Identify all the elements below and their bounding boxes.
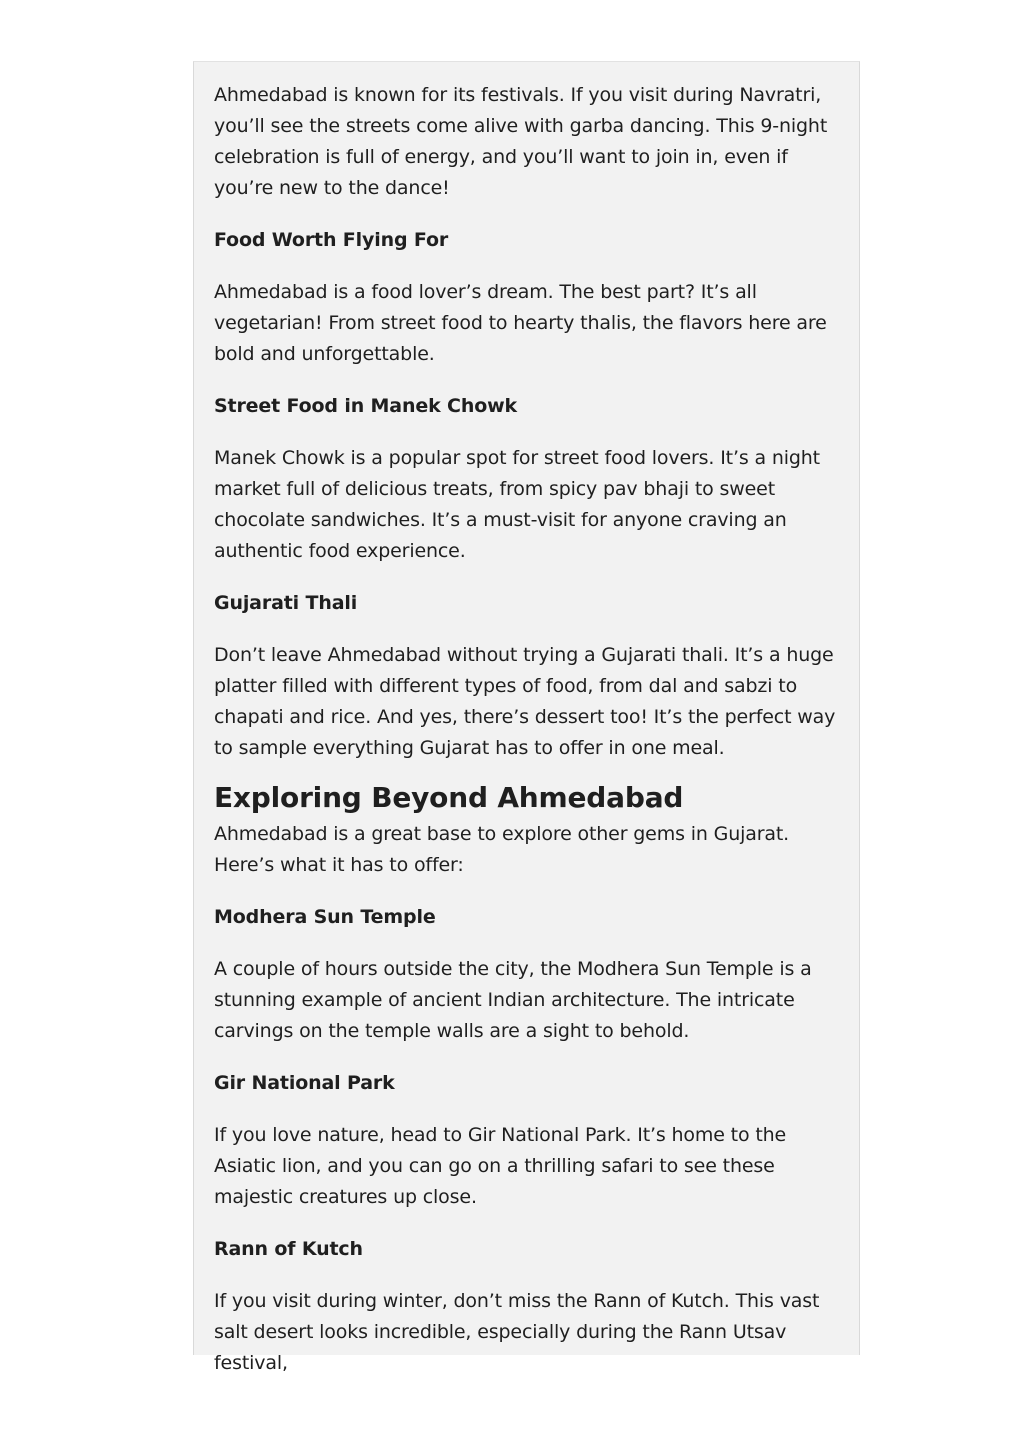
rann-of-kutch-paragraph: If you visit during winter, don’t miss the Rann of Kutch. This vast salt desert looks incredible, especially during the Rann Utsav festival,: [214, 1290, 820, 1374]
food-paragraph: Ahmedabad is a food lover’s dream. The best part? It’s all vegetarian! From street food to hearty thalis, the flavors here are bold and unforgettable.: [214, 281, 827, 365]
gujarati-thali-paragraph: Don’t leave Ahmedabad without trying a Gujarati thali. It’s a huge platter filled with different types of food, from dal and sabzi to chapati and rice. And yes, there’s dessert too! It’s the perfect way to sample everything Gujarat has to offer in one meal.: [214, 644, 836, 759]
gir-national-park-paragraph: If you love nature, head to Gir National Park. It’s home to the Asiatic lion, and you can go on a thrilling safari to see these majestic creatures up close.: [214, 1124, 787, 1208]
festivals-paragraph: Ahmedabad is known for its festivals. If you visit during Navratri, you’ll see the streets come alive with garba dancing. This 9-night celebration is full of energy, and you’ll want to join in, even if you’re new to the dance!: [214, 84, 828, 199]
modhera-sun-temple-heading: Modhera Sun Temple: [214, 906, 436, 928]
gujarati-thali-heading: Gujarati Thali: [214, 592, 358, 614]
modhera-sun-temple-paragraph: A couple of hours outside the city, the Modhera Sun Temple is a stunning example of ancient Indian architecture. The intricate carvings on the temple walls are a sight to behold.: [214, 958, 812, 1042]
gir-national-park-heading: Gir National Park: [214, 1072, 395, 1094]
manek-chowk-heading: Street Food in Manek Chowk: [214, 395, 517, 417]
article-panel: [193, 61, 860, 1374]
manek-chowk-paragraph: Manek Chowk is a popular spot for street food lovers. It’s a night market full of delicious treats, from spicy pav bhaji to sweet chocolate sandwiches. It’s a must-visit for anyone craving an authentic food experience.: [214, 447, 820, 562]
exploring-beyond-paragraph: Ahmedabad is a great base to explore other gems in Gujarat. Here’s what it has to offer:: [214, 823, 790, 876]
rann-of-kutch-heading: Rann of Kutch: [214, 1238, 363, 1260]
food-worth-flying-for-heading: Food Worth Flying For: [214, 229, 449, 251]
article-content: [214, 80, 840, 1400]
exploring-beyond-heading: Exploring Beyond Ahmedabad: [214, 781, 684, 814]
